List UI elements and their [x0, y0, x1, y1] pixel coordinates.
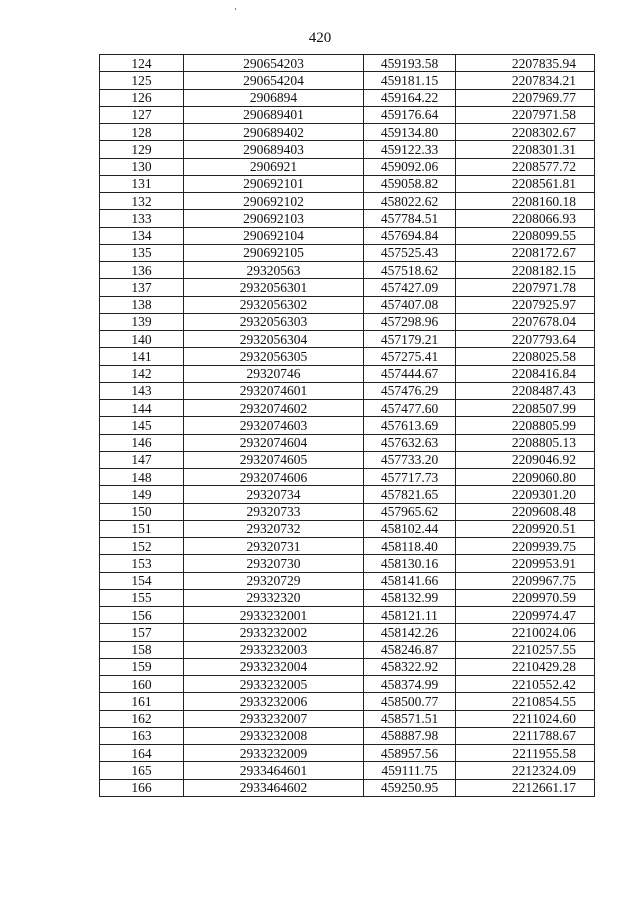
point-id-cell: 29320730	[184, 555, 364, 572]
x-coordinate-cell: 458141.66	[364, 572, 456, 589]
page-number: 420	[308, 30, 332, 46]
x-coordinate-cell: 457275.41	[364, 348, 456, 365]
y-coordinate-cell: 2208301.31	[456, 141, 595, 158]
row-number-cell: 126	[100, 89, 184, 106]
table-row	[100, 486, 595, 503]
x-coordinate-cell: 457821.65	[364, 486, 456, 503]
y-coordinate-cell: 2209970.59	[456, 589, 595, 606]
y-coordinate-cell: 2209301.20	[456, 486, 595, 503]
x-coordinate-cell: 458121.11	[364, 607, 456, 624]
table-row	[100, 279, 595, 296]
row-number-cell: 154	[100, 572, 184, 589]
row-number-cell: 125	[100, 72, 184, 89]
row-number-cell: 163	[100, 727, 184, 744]
point-id-cell: 2933232009	[184, 745, 364, 762]
y-coordinate-cell: 2211788.67	[456, 727, 595, 744]
table-row	[100, 572, 595, 589]
point-id-cell: 29320731	[184, 538, 364, 555]
point-id-cell: 290689403	[184, 141, 364, 158]
table-row	[100, 72, 595, 89]
point-id-cell: 29320733	[184, 503, 364, 520]
point-id-cell: 290689402	[184, 124, 364, 141]
table-row	[100, 451, 595, 468]
point-id-cell: 2933232003	[184, 641, 364, 658]
y-coordinate-cell: 2210257.55	[456, 641, 595, 658]
y-coordinate-cell: 2209046.92	[456, 451, 595, 468]
x-coordinate-cell: 457179.21	[364, 331, 456, 348]
x-coordinate-cell: 457518.62	[364, 262, 456, 279]
row-number-cell: 133	[100, 210, 184, 227]
table-row	[100, 417, 595, 434]
y-coordinate-cell: 2209974.47	[456, 607, 595, 624]
x-coordinate-cell: 458957.56	[364, 745, 456, 762]
table-row	[100, 193, 595, 210]
table-row	[100, 520, 595, 537]
table-row	[100, 589, 595, 606]
y-coordinate-cell: 2207835.94	[456, 55, 595, 72]
table-row	[100, 89, 595, 106]
row-number-cell: 145	[100, 417, 184, 434]
table-row	[100, 555, 595, 572]
point-id-cell: 2933464602	[184, 779, 364, 796]
point-id-cell: 290692101	[184, 175, 364, 192]
row-number-cell: 134	[100, 227, 184, 244]
point-id-cell: 290654204	[184, 72, 364, 89]
table-row	[100, 175, 595, 192]
row-number-cell: 161	[100, 693, 184, 710]
row-number-cell: 138	[100, 296, 184, 313]
point-id-cell: 290692103	[184, 210, 364, 227]
x-coordinate-cell: 459250.95	[364, 779, 456, 796]
y-coordinate-cell: 2207971.58	[456, 106, 595, 123]
x-coordinate-cell: 458130.16	[364, 555, 456, 572]
row-number-cell: 136	[100, 262, 184, 279]
row-number-cell: 127	[100, 106, 184, 123]
x-coordinate-cell: 458500.77	[364, 693, 456, 710]
x-coordinate-cell: 458102.44	[364, 520, 456, 537]
table-row	[100, 762, 595, 779]
row-number-cell: 130	[100, 158, 184, 175]
y-coordinate-cell: 2212324.09	[456, 762, 595, 779]
row-number-cell: 148	[100, 469, 184, 486]
point-id-cell: 2932074603	[184, 417, 364, 434]
x-coordinate-cell: 459134.80	[364, 124, 456, 141]
table-row	[100, 745, 595, 762]
y-coordinate-cell: 2208487.43	[456, 382, 595, 399]
point-id-cell: 2906894	[184, 89, 364, 106]
row-number-cell: 158	[100, 641, 184, 658]
row-number-cell: 137	[100, 279, 184, 296]
x-coordinate-cell: 458022.62	[364, 193, 456, 210]
point-id-cell: 290692104	[184, 227, 364, 244]
table-row	[100, 210, 595, 227]
y-coordinate-cell: 2209953.91	[456, 555, 595, 572]
y-coordinate-cell: 2212661.17	[456, 779, 595, 796]
x-coordinate-cell: 459111.75	[364, 762, 456, 779]
table-row	[100, 365, 595, 382]
row-number-cell: 164	[100, 745, 184, 762]
y-coordinate-cell: 2209608.48	[456, 503, 595, 520]
point-id-cell: 2933232008	[184, 727, 364, 744]
y-coordinate-cell: 2208066.93	[456, 210, 595, 227]
table-row	[100, 727, 595, 744]
table-body	[100, 55, 595, 797]
x-coordinate-cell: 457525.43	[364, 244, 456, 261]
table-row	[100, 106, 595, 123]
point-id-cell: 2932074604	[184, 434, 364, 451]
table-row	[100, 158, 595, 175]
y-coordinate-cell: 2208099.55	[456, 227, 595, 244]
table-row	[100, 348, 595, 365]
y-coordinate-cell: 2208182.15	[456, 262, 595, 279]
x-coordinate-cell: 459164.22	[364, 89, 456, 106]
y-coordinate-cell: 2209060.80	[456, 469, 595, 486]
x-coordinate-cell: 458571.51	[364, 710, 456, 727]
x-coordinate-cell: 458374.99	[364, 676, 456, 693]
point-id-cell: 29320746	[184, 365, 364, 382]
table-row	[100, 779, 595, 796]
row-number-cell: 153	[100, 555, 184, 572]
table-row	[100, 382, 595, 399]
row-number-cell: 142	[100, 365, 184, 382]
point-id-cell: 2932056304	[184, 331, 364, 348]
y-coordinate-cell: 2207834.21	[456, 72, 595, 89]
y-coordinate-cell: 2207969.77	[456, 89, 595, 106]
row-number-cell: 139	[100, 313, 184, 330]
row-number-cell: 141	[100, 348, 184, 365]
point-id-cell: 2932074606	[184, 469, 364, 486]
x-coordinate-cell: 457694.84	[364, 227, 456, 244]
x-coordinate-cell: 457477.60	[364, 400, 456, 417]
x-coordinate-cell: 457407.08	[364, 296, 456, 313]
table-row	[100, 624, 595, 641]
row-number-cell: 165	[100, 762, 184, 779]
x-coordinate-cell: 459122.33	[364, 141, 456, 158]
table-row	[100, 538, 595, 555]
table-row	[100, 55, 595, 72]
x-coordinate-cell: 458322.92	[364, 658, 456, 675]
point-id-cell: 290654203	[184, 55, 364, 72]
point-id-cell: 2933232007	[184, 710, 364, 727]
x-coordinate-cell: 458142.26	[364, 624, 456, 641]
point-id-cell: 2932074602	[184, 400, 364, 417]
y-coordinate-cell: 2210552.42	[456, 676, 595, 693]
point-id-cell: 2932074605	[184, 451, 364, 468]
y-coordinate-cell: 2208302.67	[456, 124, 595, 141]
x-coordinate-cell: 458132.99	[364, 589, 456, 606]
row-number-cell: 124	[100, 55, 184, 72]
y-coordinate-cell: 2208025.58	[456, 348, 595, 365]
row-number-cell: 146	[100, 434, 184, 451]
x-coordinate-cell: 457632.63	[364, 434, 456, 451]
row-number-cell: 147	[100, 451, 184, 468]
x-coordinate-cell: 457717.73	[364, 469, 456, 486]
y-coordinate-cell: 2208507.99	[456, 400, 595, 417]
row-number-cell: 156	[100, 607, 184, 624]
y-coordinate-cell: 2211955.58	[456, 745, 595, 762]
point-id-cell: 29320563	[184, 262, 364, 279]
row-number-cell: 143	[100, 382, 184, 399]
x-coordinate-cell: 458118.40	[364, 538, 456, 555]
y-coordinate-cell: 2208577.72	[456, 158, 595, 175]
table-row	[100, 469, 595, 486]
row-number-cell: 160	[100, 676, 184, 693]
point-id-cell: 29320734	[184, 486, 364, 503]
row-number-cell: 140	[100, 331, 184, 348]
point-id-cell: 2933464601	[184, 762, 364, 779]
point-id-cell: 290689401	[184, 106, 364, 123]
y-coordinate-cell: 2209939.75	[456, 538, 595, 555]
point-id-cell: 2932056305	[184, 348, 364, 365]
row-number-cell: 157	[100, 624, 184, 641]
y-coordinate-cell: 2210024.06	[456, 624, 595, 641]
row-number-cell: 132	[100, 193, 184, 210]
row-number-cell: 152	[100, 538, 184, 555]
row-number-cell: 144	[100, 400, 184, 417]
row-number-cell: 131	[100, 175, 184, 192]
row-number-cell: 155	[100, 589, 184, 606]
coordinates-table	[99, 54, 595, 797]
y-coordinate-cell: 2207925.97	[456, 296, 595, 313]
row-number-cell: 129	[100, 141, 184, 158]
scan-mark	[235, 8, 236, 10]
table-row	[100, 124, 595, 141]
x-coordinate-cell: 458246.87	[364, 641, 456, 658]
row-number-cell: 135	[100, 244, 184, 261]
x-coordinate-cell: 459092.06	[364, 158, 456, 175]
point-id-cell: 2933232002	[184, 624, 364, 641]
x-coordinate-cell: 457965.62	[364, 503, 456, 520]
table-row	[100, 607, 595, 624]
table-row	[100, 434, 595, 451]
y-coordinate-cell: 2207971.78	[456, 279, 595, 296]
x-coordinate-cell: 457444.67	[364, 365, 456, 382]
table-row	[100, 400, 595, 417]
point-id-cell: 2932056302	[184, 296, 364, 313]
x-coordinate-cell: 459193.58	[364, 55, 456, 72]
point-id-cell: 290692105	[184, 244, 364, 261]
y-coordinate-cell: 2209967.75	[456, 572, 595, 589]
point-id-cell: 2933232005	[184, 676, 364, 693]
row-number-cell: 166	[100, 779, 184, 796]
table-row	[100, 296, 595, 313]
point-id-cell: 2932056303	[184, 313, 364, 330]
y-coordinate-cell: 2207793.64	[456, 331, 595, 348]
row-number-cell: 159	[100, 658, 184, 675]
point-id-cell: 290692102	[184, 193, 364, 210]
point-id-cell: 2932056301	[184, 279, 364, 296]
table-row	[100, 227, 595, 244]
table-row	[100, 503, 595, 520]
x-coordinate-cell: 457298.96	[364, 313, 456, 330]
x-coordinate-cell: 458887.98	[364, 727, 456, 744]
table-row	[100, 710, 595, 727]
row-number-cell: 162	[100, 710, 184, 727]
point-id-cell: 29332320	[184, 589, 364, 606]
table-row	[100, 676, 595, 693]
y-coordinate-cell: 2207678.04	[456, 313, 595, 330]
x-coordinate-cell: 459176.64	[364, 106, 456, 123]
table-row	[100, 331, 595, 348]
point-id-cell: 2933232004	[184, 658, 364, 675]
table-row	[100, 658, 595, 675]
y-coordinate-cell: 2208805.99	[456, 417, 595, 434]
row-number-cell: 149	[100, 486, 184, 503]
table-row	[100, 641, 595, 658]
table-row	[100, 141, 595, 158]
table-row	[100, 313, 595, 330]
point-id-cell: 2933232006	[184, 693, 364, 710]
row-number-cell: 128	[100, 124, 184, 141]
point-id-cell: 2932074601	[184, 382, 364, 399]
point-id-cell: 29320729	[184, 572, 364, 589]
table-row	[100, 262, 595, 279]
y-coordinate-cell: 2208172.67	[456, 244, 595, 261]
x-coordinate-cell: 457476.29	[364, 382, 456, 399]
y-coordinate-cell: 2208160.18	[456, 193, 595, 210]
y-coordinate-cell: 2208561.81	[456, 175, 595, 192]
y-coordinate-cell: 2210429.28	[456, 658, 595, 675]
x-coordinate-cell: 457733.20	[364, 451, 456, 468]
x-coordinate-cell: 457427.09	[364, 279, 456, 296]
point-id-cell: 2933232001	[184, 607, 364, 624]
x-coordinate-cell: 457613.69	[364, 417, 456, 434]
y-coordinate-cell: 2211024.60	[456, 710, 595, 727]
y-coordinate-cell: 2208416.84	[456, 365, 595, 382]
point-id-cell: 29320732	[184, 520, 364, 537]
y-coordinate-cell: 2210854.55	[456, 693, 595, 710]
row-number-cell: 151	[100, 520, 184, 537]
point-id-cell: 2906921	[184, 158, 364, 175]
table-row	[100, 244, 595, 261]
x-coordinate-cell: 459058.82	[364, 175, 456, 192]
table-row	[100, 693, 595, 710]
y-coordinate-cell: 2208805.13	[456, 434, 595, 451]
y-coordinate-cell: 2209920.51	[456, 520, 595, 537]
x-coordinate-cell: 459181.15	[364, 72, 456, 89]
x-coordinate-cell: 457784.51	[364, 210, 456, 227]
row-number-cell: 150	[100, 503, 184, 520]
